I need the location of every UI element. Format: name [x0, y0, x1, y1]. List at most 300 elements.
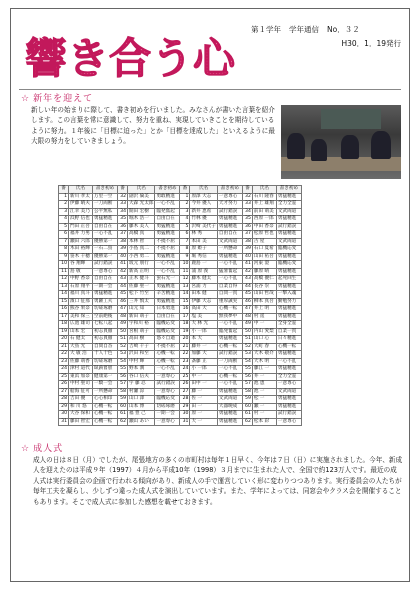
- student-name: 堀 秀信: [190, 253, 217, 261]
- table-header-cell: 氏名: [190, 186, 217, 194]
- calligraphy-phrase: 勇猛精進: [276, 313, 301, 321]
- student-name: 山口 心: [252, 336, 276, 344]
- student-name: 藤井 一: [190, 343, 217, 351]
- student-number: 17: [180, 313, 190, 321]
- calligraphy-phrase: 勇躍工夫: [93, 298, 118, 306]
- newsletter-page: [10, 8, 410, 582]
- student-name: 藤木 健太: [190, 276, 217, 284]
- calligraphy-phrase: 心機一転: [217, 373, 242, 381]
- calligraphy-phrase: 優勝第一: [93, 253, 118, 261]
- student-number: 46: [118, 298, 128, 306]
- student-name: 津村 道代: [69, 366, 93, 374]
- calligraphy-phrase: 勇猛精進: [155, 298, 180, 306]
- student-name: 藤田 智宏: [69, 418, 93, 426]
- calligraphy-phrase: 心機一転: [276, 343, 301, 351]
- calligraphy-phrase: 勇猛精進: [155, 283, 180, 291]
- student-name: 山元 知: [128, 306, 155, 314]
- calligraphy-phrase: 臨発奮起: [155, 208, 180, 216]
- student-number: 51: [118, 336, 128, 344]
- calligraphy-phrase: 万里一空: [93, 193, 118, 201]
- calligraphy-phrase: 初志貫徹: [93, 328, 118, 336]
- student-name: 中 一: [252, 321, 276, 329]
- calligraphy-phrase: 勇猛精進: [276, 253, 301, 261]
- student-name: 西原 一郎: [252, 216, 276, 224]
- student-name: 松下 竹至: [128, 291, 155, 299]
- student-number: 53: [242, 351, 252, 359]
- student-name: 宇 藤 忍: [128, 381, 155, 389]
- table-row: [59, 358, 302, 366]
- student-name: 大森 光太郎: [129, 201, 154, 206]
- section-heading-text: 新年を迎えて: [33, 94, 94, 104]
- calligraphy-phrase: 一所懸命: [217, 246, 242, 254]
- student-number: 52: [118, 343, 128, 351]
- student-name: 大 敏 浩: [69, 351, 93, 359]
- student-name: 門田 正吾: [69, 223, 93, 231]
- student-name: 沢田 和至: [128, 351, 155, 359]
- student-number: 33: [118, 201, 128, 209]
- calligraphy-phrase: 一石二鳥: [93, 246, 118, 254]
- student-number: 12: [59, 276, 69, 284]
- student-number: 37: [118, 231, 128, 239]
- student-number: 27: [180, 388, 190, 396]
- calligraphy-phrase: 一心不乱: [217, 366, 242, 374]
- student-number: 30: [180, 411, 190, 419]
- student-number: 6: [59, 231, 69, 239]
- student-name: 石原 翔平: [69, 283, 93, 291]
- student-number: 16: [180, 306, 190, 314]
- student-number: 1: [180, 193, 190, 201]
- calligraphy-phrase: 自問自答: [93, 343, 118, 351]
- calligraphy-phrase: 勇猛精進: [276, 306, 301, 314]
- student-number: 34: [118, 208, 128, 216]
- student-number: 7: [180, 238, 190, 246]
- student-number: 44: [118, 283, 128, 291]
- student-name: 鹿島 一: [190, 261, 217, 269]
- student-name: 村 遥: [252, 313, 276, 321]
- calligraphy-phrase: 一意専心: [155, 373, 180, 381]
- calligraphy-phrase: 不撓不屈: [155, 238, 180, 246]
- student-name: 広池 雄司: [69, 321, 93, 329]
- student-number: 12: [180, 276, 190, 284]
- student-number: 62: [118, 418, 128, 426]
- table-header-cell: 氏名: [69, 186, 93, 194]
- student-number: 23: [59, 358, 69, 366]
- calligraphy-phrase: 臨機応変: [276, 261, 301, 269]
- calligraphy-phrase: 文武両道: [217, 238, 242, 246]
- calligraphy-phrase: 日本勇進: [155, 306, 180, 314]
- calligraphy-phrase: 優勝第一: [93, 238, 118, 246]
- student-number: 57: [242, 381, 252, 389]
- calligraphy-phrase: 一心不乱: [217, 261, 242, 269]
- calligraphy-phrase: 一意専心: [217, 193, 242, 201]
- star-icon: ☆: [21, 94, 31, 104]
- table-row: [59, 193, 302, 201]
- student-number: 55: [242, 366, 252, 374]
- student-name: 斎藤 正: [190, 358, 217, 366]
- student-number: 8: [180, 246, 190, 254]
- student-name: 大 一: [190, 418, 217, 426]
- calligraphy-phrase: 不撓不屈: [155, 343, 180, 351]
- calligraphy-phrase: 一意専心: [276, 381, 301, 389]
- calligraphy-phrase: 一撃入魂: [276, 291, 301, 299]
- photo-student: [311, 139, 327, 161]
- student-name: 正木 健斗: [128, 276, 155, 284]
- calligraphy-phrase: 心機一転: [93, 411, 118, 419]
- student-name: 加藤 大: [190, 351, 217, 359]
- student-number: 2: [180, 201, 190, 209]
- student-name: 開田 宏樹: [128, 208, 155, 216]
- calligraphy-phrase: 一心不乱: [217, 321, 242, 329]
- student-number: 50: [242, 328, 252, 336]
- student-name: 小 一郎: [190, 328, 217, 336]
- table-header-cell: 氏名: [128, 186, 155, 194]
- table-row: [59, 298, 302, 306]
- calligraphy-phrase: 切磋琢磨: [155, 403, 180, 411]
- student-name: 竹林 優: [190, 216, 217, 224]
- student-name: 中野 香奈: [69, 276, 93, 284]
- calligraphy-phrase: 悠々自適: [155, 336, 180, 344]
- calligraphy-phrase: 試行錯誤: [217, 208, 242, 216]
- calligraphy-phrase: 勤勉努力: [276, 298, 301, 306]
- calligraphy-phrase: 心心相印: [93, 396, 118, 404]
- table-row: [59, 396, 302, 404]
- student-name: 大木 敬介: [252, 351, 276, 359]
- calligraphy-phrase: 文武両道: [217, 396, 242, 404]
- student-name: 船海 征可: [69, 388, 93, 396]
- student-number: 51: [242, 336, 252, 344]
- calligraphy-phrase: 切磋琢磨: [93, 358, 118, 366]
- student-name: 佐 一: [190, 396, 217, 404]
- student-number: 24: [59, 366, 69, 374]
- table-row: [59, 403, 302, 411]
- student-name: 高田 大: [190, 306, 217, 314]
- student-name: 中 一: [190, 373, 217, 381]
- calligraphy-phrase: 一期一会: [93, 283, 118, 291]
- student-number: 54: [242, 358, 252, 366]
- student-name: 原 姫子: [190, 246, 217, 254]
- student-number: 25: [180, 373, 190, 381]
- student-number: 39: [118, 246, 128, 254]
- table-row: [59, 276, 302, 284]
- calligraphy-phrase: 臨発奮起: [217, 328, 242, 336]
- student-name: 小島 真二: [128, 246, 155, 254]
- student-name: 井 一: [252, 373, 276, 381]
- calligraphy-phrase: 一心不乱: [217, 381, 242, 389]
- table-header-cell: 書き初め: [93, 186, 118, 194]
- calligraphy-phrase: 勇猛精進: [155, 231, 180, 239]
- table-header-cell: 氏名: [252, 186, 276, 194]
- calligraphy-phrase: 自由自在: [217, 231, 242, 239]
- table-row: [59, 351, 302, 359]
- student-name: 田中 一: [190, 381, 217, 389]
- newsletter-title: [23, 27, 236, 85]
- student-number: 19: [180, 328, 190, 336]
- calligraphy-phrase: 一心不乱: [155, 268, 180, 276]
- student-name: 池 一: [252, 388, 276, 396]
- calligraphy-phrase: 勇猛精進: [93, 291, 118, 299]
- table-row: [59, 328, 302, 336]
- calligraphy-phrase: 臨機応変: [155, 321, 180, 329]
- table-row: [59, 306, 302, 314]
- student-name: 松本 彩: [252, 418, 276, 426]
- table-row: [59, 216, 302, 224]
- calligraphy-phrase: 勇猛精進: [217, 388, 242, 396]
- student-number: 21: [180, 343, 190, 351]
- student-number: 58: [242, 388, 252, 396]
- calligraphy-phrase: 蛍石光一: [155, 276, 180, 284]
- calligraphy-table: [58, 185, 302, 426]
- student-number: 34: [242, 208, 252, 216]
- student-name: 副沢 倫美: [128, 193, 155, 201]
- calligraphy-phrase: 自由自在: [155, 313, 180, 321]
- table-row: [59, 231, 302, 239]
- calligraphy-phrase: 勇猛精進: [276, 351, 301, 359]
- student-number: 2: [59, 201, 69, 209]
- calligraphy-phrase: 一心不乱: [155, 366, 180, 374]
- calligraphy-phrase: 勇猛精進: [217, 336, 242, 344]
- calligraphy-phrase: 試行錯誤: [155, 381, 180, 389]
- student-number: 10: [180, 261, 190, 269]
- table-row: [59, 268, 302, 276]
- student-number: 15: [180, 298, 190, 306]
- student-number: 31: [180, 418, 190, 426]
- student-name: 今井 優人: [190, 201, 217, 209]
- student-number: 54: [118, 358, 128, 366]
- student-name: 野本 潤: [128, 366, 155, 374]
- student-name: 林 秀: [190, 231, 217, 239]
- student-number: 29: [59, 403, 69, 411]
- student-name: 宮根 萌子: [128, 328, 155, 336]
- student-name: 原 一: [190, 411, 217, 419]
- student-number: 6: [180, 231, 190, 239]
- student-number: 4: [180, 216, 190, 224]
- student-number: 47: [242, 306, 252, 314]
- student-name: 新井 恵希: [190, 208, 217, 216]
- student-number: 53: [118, 351, 128, 359]
- calligraphy-phrase: 自由自在: [155, 216, 180, 224]
- student-name: 谷 翔輝: [69, 261, 93, 269]
- calligraphy-phrase: 心機一転: [155, 358, 180, 366]
- student-name: 谷口 信夫: [128, 373, 155, 381]
- student-name: 笹木 千穂: [69, 253, 93, 261]
- student-name: 本田 美: [190, 238, 217, 246]
- calligraphy-phrase: 勇猛精進: [217, 418, 242, 426]
- student-number: 60: [242, 403, 252, 411]
- student-number: 49: [118, 321, 128, 329]
- student-number: 14: [180, 291, 190, 299]
- student-number: 61: [242, 411, 252, 419]
- student-number: 20: [180, 336, 190, 344]
- calligraphy-phrase: 臨機応変: [276, 246, 301, 254]
- student-name: 村瀬 涼: [128, 388, 155, 396]
- student-name: 新田 萌子: [128, 313, 155, 321]
- student-number: 35: [118, 216, 128, 224]
- student-name: 山田 祐吾: [252, 253, 276, 261]
- newsletter-label: 学年通信: [289, 25, 319, 34]
- calligraphy-phrase: 心機一転: [217, 343, 242, 351]
- student-number: 19: [59, 328, 69, 336]
- student-number: 38: [242, 238, 252, 246]
- student-number: 39: [242, 246, 252, 254]
- student-number: 22: [180, 351, 190, 359]
- table-header-cell: 番: [59, 186, 69, 194]
- student-number: 56: [242, 373, 252, 381]
- student-name: 塩 美: [190, 313, 217, 321]
- table-row: [59, 238, 302, 246]
- student-number: 41: [118, 261, 128, 269]
- student-name: 浜野 信也: [69, 216, 93, 224]
- calligraphy-phrase: 健康第一: [93, 373, 118, 381]
- student-number: 36: [118, 223, 128, 231]
- student-name: 本林 智: [128, 238, 155, 246]
- student-name: 山本 宏: [69, 328, 93, 336]
- student-name: 瀬山 あい: [128, 418, 155, 426]
- student-number: 15: [59, 298, 69, 306]
- calligraphy-phrase: 勇猛精進: [155, 223, 180, 231]
- star-icon: ☆: [21, 444, 31, 454]
- table-header-cell: 書き初め: [217, 186, 242, 194]
- calligraphy-phrase: 自業一貫: [276, 328, 301, 336]
- student-name: 小 一郎: [190, 366, 217, 374]
- table-row: [59, 343, 302, 351]
- table-row: [59, 313, 302, 321]
- student-number: 29: [180, 403, 190, 411]
- calligraphy-phrase: 天才努力: [217, 201, 242, 209]
- calligraphy-phrase: 勇猛精進: [217, 216, 242, 224]
- calligraphy-phrase: 勇猛精進: [276, 283, 301, 291]
- table-row: [59, 411, 302, 419]
- student-name: 浦 原 義: [190, 268, 217, 276]
- student-name: 大谷 保和: [69, 411, 93, 419]
- table-row: [59, 291, 302, 299]
- table-row: [59, 373, 302, 381]
- photo-blackboard: [321, 109, 381, 129]
- student-name: 和 川 悠: [69, 403, 93, 411]
- student-name: 柳本 真吾: [252, 298, 276, 306]
- table-header-cell: 番: [242, 186, 252, 194]
- calligraphy-phrase: 無我夢中: [217, 313, 242, 321]
- student-name: 池 恵: [252, 381, 276, 389]
- calligraphy-phrase: 試行錯誤: [276, 411, 301, 419]
- student-name: 石川 隆春: [252, 193, 276, 201]
- calligraphy-phrase: 勇猛精進: [276, 396, 301, 404]
- student-number: 13: [180, 283, 190, 291]
- calligraphy-phrase: 公平無私: [93, 208, 118, 216]
- student-number: 50: [118, 328, 128, 336]
- calligraphy-phrase: 臨機応変: [155, 328, 180, 336]
- student-name: 藤原 晴: [252, 268, 276, 276]
- student-number: 43: [118, 276, 128, 284]
- calligraphy-phrase: 勇敢精進: [155, 193, 180, 201]
- calligraphy-phrase: 一心不乱: [217, 276, 242, 284]
- student-name: 宮浦 力: [190, 283, 217, 291]
- calligraphy-phrase: 全力全霊: [276, 373, 301, 381]
- calligraphy-phrase: 一刀両断: [93, 201, 118, 209]
- student-number: 9: [59, 253, 69, 261]
- calligraphy-phrase: 切磋琢磨: [93, 306, 118, 314]
- calligraphy-phrase: 臨機応変: [155, 396, 180, 404]
- table-header-cell: 書き初め: [155, 186, 180, 194]
- student-name: 松 一: [252, 396, 276, 404]
- calligraphy-phrase: 勇猛精進: [276, 231, 301, 239]
- calligraphy-phrase: 心機一転: [93, 418, 118, 426]
- student-name: 内山 愛梨: [252, 328, 276, 336]
- student-name: 高田 樹: [128, 336, 155, 344]
- calligraphy-phrase: 心機一転: [93, 403, 118, 411]
- student-name: 中村 聖司: [69, 381, 93, 389]
- calligraphy-phrase: 一心不乱: [93, 231, 118, 239]
- section-heading-coming-of-age: [21, 441, 63, 454]
- calligraphy-phrase: 一意専心: [155, 418, 180, 426]
- calligraphy-phrase: 自業自得: [217, 283, 242, 291]
- student-number: 62: [242, 418, 252, 426]
- student-name: 藤木 美人: [128, 223, 155, 231]
- student-name: 小西 勇二: [128, 253, 155, 261]
- table-row: [59, 201, 302, 209]
- student-number: 4: [59, 216, 69, 224]
- student-number: 52: [242, 343, 252, 351]
- calligraphy-phrase: 七転八起: [93, 321, 118, 329]
- student-number: 59: [242, 396, 252, 404]
- calligraphy-phrase: 自由自在: [93, 223, 118, 231]
- student-name: 濱口 征那: [69, 298, 93, 306]
- student-number: 60: [118, 403, 128, 411]
- calligraphy-phrase: 自問一貫: [217, 291, 242, 299]
- student-name: 高橋 優仁: [252, 276, 276, 284]
- student-name: 大町 春: [252, 343, 276, 351]
- student-name: 沢崎 美代子: [191, 223, 216, 229]
- student-number: 45: [118, 291, 128, 299]
- student-number: 26: [180, 381, 190, 389]
- student-name: 河東 澄: [252, 261, 276, 269]
- student-number: 21: [59, 343, 69, 351]
- student-name: 新高 正明: [128, 268, 155, 276]
- student-number: 5: [180, 223, 190, 231]
- calligraphy-phrase: 臥薪嘗胆: [93, 366, 118, 374]
- calligraphy-phrase: 勇猛精進: [276, 216, 301, 224]
- table-row: [59, 388, 302, 396]
- student-number: 18: [59, 321, 69, 329]
- coming-of-age-paragraph: 成人の日は８日（月）でしたが、尾張地方の多くの市町村は毎年１日早く、今年は７日（日）に実施されました。今年、新成人を迎えたのは平成９年（1997）４月から平成10年（1998）３月までに生まれた人で、全国で約123万人です。最近の成人式は実行委員会の企画で行われる傾向があり、新成人の手で運営していく形に変わりつつあります。実行委員会の人たちが毎年工夫を凝らし、少しずつ違った成人式を演出していています。また、学年によっては、同窓会やクラス会を開催することもあります。そこで成人式に参加した感想を載せておきます。: [33, 456, 403, 506]
- calligraphy-phrase: 文武両道: [276, 208, 301, 216]
- student-number: 13: [59, 283, 69, 291]
- student-number: 23: [180, 358, 190, 366]
- calligraphy-phrase: 心機一転: [217, 306, 242, 314]
- new-year-paragraph: 新しい年の始まりに際して、書き初めを行いました。みなさんが書いた言葉を紹介します。この言葉を常に意識して、努力を重ね、実現していきことを期待しているように努力。１年後に「目標に迫った」とか「目標を達成した」といえるように最大限の努力をしていきましょう。: [31, 106, 275, 146]
- student-name: 新川 孝太: [69, 193, 93, 201]
- student-name: 山本 博: [128, 403, 155, 411]
- calligraphy-phrase: 一心不乱: [155, 261, 180, 269]
- student-name: 藤江 一: [252, 366, 276, 374]
- classroom-photo: [281, 105, 401, 179]
- table-row: [59, 381, 302, 389]
- student-number: 56: [118, 373, 128, 381]
- student-name: 瀬 一: [252, 403, 276, 411]
- calligraphy-phrase: 試行錯誤: [217, 351, 242, 359]
- table-row: [59, 253, 302, 261]
- student-number: 45: [242, 291, 252, 299]
- table-row: [59, 246, 302, 254]
- student-name: 福井 力男: [69, 231, 93, 239]
- student-number: 26: [59, 381, 69, 389]
- student-name: 三井 慎太: [128, 298, 155, 306]
- student-name: 田本 健: [190, 291, 217, 299]
- calligraphy-phrase: 日々精進: [276, 336, 301, 344]
- calligraphy-phrase: 一心不乱: [276, 358, 301, 366]
- student-name: 中村 輝: [128, 358, 155, 366]
- student-number: 16: [59, 306, 69, 314]
- student-number: 40: [242, 253, 252, 261]
